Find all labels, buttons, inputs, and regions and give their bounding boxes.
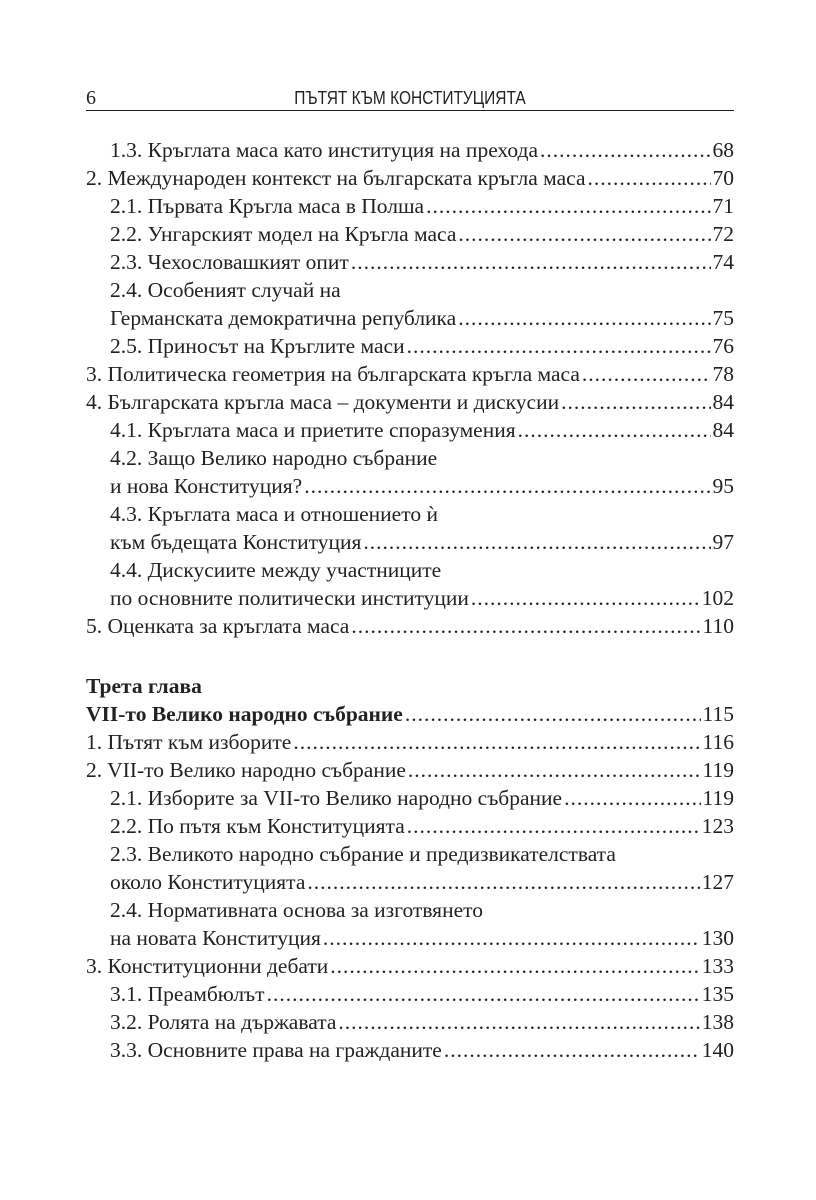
toc-entry-title: 3.1. Преамбюлът [110,982,265,1006]
toc-entry [86,584,734,612]
leader-dots [323,924,700,952]
toc-entry-title: 2.4. Особеният случай на [110,278,341,302]
toc-entry-title: 3.2. Ролята на държавата [110,1010,337,1034]
toc-entry-title: 2.2. По пътя към Конституцията [110,814,405,838]
toc-entry [86,528,734,556]
leader-dots [471,584,700,612]
toc-entry [86,500,734,528]
toc-entry-title: 5. Оценката за кръглата маса [86,614,350,638]
chapter-title: VII-то Велико народно събрание [86,702,403,726]
toc-entry [86,416,734,444]
toc-entry-title: 4. Българската кръгла маса – документи и дискусии [86,390,560,414]
page-ref: 119 [702,786,734,810]
leader-dots [343,276,734,304]
toc-entry-title: 2. Международен контекст на българската кръгла маса [86,166,586,190]
leader-dots [561,388,710,416]
leader-dots [443,556,734,584]
toc-entry [86,896,734,924]
leader-dots [458,304,710,332]
leader-dots [582,360,711,388]
toc-entry [86,444,734,472]
page-ref: 97 [712,530,734,554]
page-ref: 138 [701,1010,734,1034]
toc-entry [86,360,734,388]
page-ref: 74 [712,250,734,274]
toc-entry [86,472,734,500]
leader-dots [564,784,700,812]
page-ref: 76 [712,334,734,358]
leader-dots [267,980,700,1008]
leader-dots [458,220,710,248]
page-ref: 75 [712,306,734,330]
toc-entry-title: 2.5. Приносът на Кръглите маси [110,334,405,358]
toc-entry [86,192,734,220]
page-number: 6 [86,87,96,109]
toc-entry [86,952,734,980]
toc-entry [86,840,734,868]
chapter-title-entry [86,700,734,728]
toc-entry-title: по основните политически институции [110,586,469,610]
toc-entry-title: 4.3. Кръглата маса и отношението ѝ [110,502,438,526]
toc-entry [86,556,734,584]
leader-dots [407,332,711,360]
page-ref: 102 [701,586,734,610]
page-ref: 116 [702,730,734,754]
leader-dots [440,500,734,528]
page-ref: 127 [701,870,734,894]
toc-entry-title: 2.2. Унгарският модел на Кръгла маса [110,222,457,246]
leader-dots [426,192,710,220]
toc-entry [86,304,734,332]
leader-dots [439,444,734,472]
toc-entry-title: 4.2. Защо Велико народно събрание [110,446,438,470]
leader-dots [363,528,710,556]
toc-entry-title: 2.3. Чехословашкият опит [110,250,349,274]
toc-entry [86,248,734,276]
running-title: ПЪТЯТ КЪМ КОНСТИТУЦИЯТА [294,88,526,108]
toc-entry [86,220,734,248]
leader-dots [405,700,701,728]
toc-entry [86,164,734,192]
toc-entry-title: и нова Конституция? [110,474,303,498]
page-ref: 95 [712,474,734,498]
toc-entry-title: 3. Политическа геометрия на българската кръгла маса [86,362,580,386]
leader-dots [485,896,734,924]
toc-entry [86,388,734,416]
page-ref: 84 [712,390,734,414]
page-ref: 140 [701,1038,734,1062]
toc-entry-title: 3.3. Основните права на гражданите [110,1038,442,1062]
toc-entry [86,612,734,640]
leader-dots [444,1036,700,1064]
toc-entry-title: Германската демократична република [110,306,457,330]
page-ref: 123 [701,814,734,838]
leader-dots [407,812,700,840]
toc-entry-title: 1. Пътят към изборите [86,730,292,754]
toc-entry [86,924,734,952]
toc-entry-title: 2.1. Първата Кръгла маса в Полша [110,194,425,218]
page-ref: 68 [712,138,734,162]
page-ref: 115 [702,702,734,726]
leader-dots [518,416,711,444]
leader-dots [338,1008,699,1036]
toc-entry-title: към бъдещата Конституция [110,530,362,554]
toc-entry-title: 4.4. Дискусиите между участниците [110,558,442,582]
toc-entry [86,756,734,784]
leader-dots [293,728,700,756]
leader-dots [618,840,734,868]
leader-dots [588,164,711,192]
leader-dots [351,248,711,276]
toc-entry-title: 4.1. Кръглата маса и приетите споразумения [110,418,516,442]
toc-entry [86,1036,734,1064]
page-ref: 119 [702,758,734,782]
toc-entry [86,784,734,812]
toc-entry [86,276,734,304]
toc-entry-title: на новата Конституция [110,926,321,950]
toc-entry [86,812,734,840]
leader-dots [408,756,701,784]
page-ref: 72 [712,222,734,246]
page-ref: 110 [702,614,734,638]
toc-entry-title: 2.4. Нормативната основа за изготвянето [110,898,483,922]
toc-entry-title: 1.3. Кръглата маса като институция на прехода [110,138,538,162]
toc-entry [86,728,734,756]
page-ref: 84 [712,418,734,442]
chapter-label: Трета глава [86,674,202,698]
toc-entry [86,136,734,164]
toc-entry [86,332,734,360]
leader-dots [540,136,711,164]
toc-entry-title: около Конституцията [110,870,306,894]
toc-entry-title: 3. Конституционни дебати [86,954,329,978]
running-header [86,86,734,111]
leader-dots [351,612,700,640]
toc-entry-title: 2.1. Изборите за VII-то Велико народно събрание [110,786,563,810]
page-ref: 78 [712,362,734,386]
leader-dots [304,472,710,500]
page-ref: 130 [701,926,734,950]
toc-entry [86,1008,734,1036]
page-ref: 135 [701,982,734,1006]
toc-entry-title: 2. VII-то Велико народно събрание [86,758,406,782]
leader-dots [330,952,699,980]
page-ref: 70 [712,166,734,190]
toc-entry [86,868,734,896]
page-ref: 133 [701,954,734,978]
leader-dots [307,868,699,896]
toc-entry-title: 2.3. Великото народно събрание и предизвикателствата [110,842,616,866]
page-ref: 71 [712,194,734,218]
table-of-contents [86,136,734,1064]
toc-entry [86,980,734,1008]
